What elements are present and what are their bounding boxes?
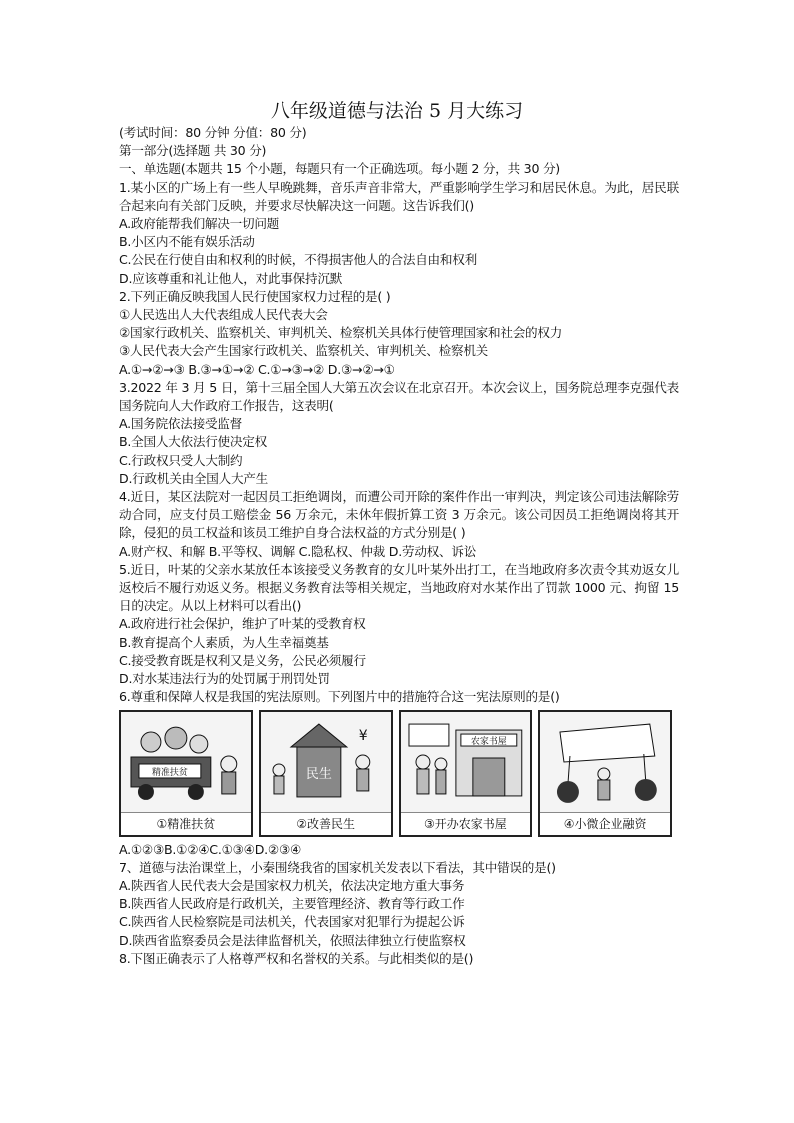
question-4-options: A.财产权、和解 B.平等权、调解 C.隐私权、仲裁 D.劳动权、诉讼 (119, 543, 477, 559)
question-3-stem: 3.2022 年 3 月 5 日，第十三届全国人大第五次会议在北京召开。本次会议上，国务院总理李克强代表国务院向人大作政府工作报告，这表明( (119, 379, 679, 414)
question-6-stem: 6.尊重和保障人权是我国的宪法原则。下列图片中的措施符合这一宪法原则的是() (119, 689, 560, 705)
question-8-stem: 8.下图正确表示了人格尊严权和名誉权的关系。与此相类似的是() (119, 950, 474, 966)
cartoon-panel-4 (538, 710, 672, 837)
cartoon-caption-2: ②改善民生 (261, 812, 391, 835)
cartoon-caption-4: ④小微企业融资 (540, 812, 670, 835)
question-6-options: A.①②③B.①②④C.①③④D.②③④ (119, 841, 302, 857)
part-heading: 第一部分(选择题 共 30 分) (119, 143, 267, 159)
library-sign-text: 农家书屋 (470, 736, 507, 747)
cartoon-panel-1 (119, 710, 253, 837)
question-3-option-a: A.国务院依法接受监督 (119, 416, 242, 432)
exam-title: 八年级道德与法治 5 月大练习 (270, 100, 524, 122)
exam-body (119, 124, 679, 968)
house-sign-text: 民生 (305, 766, 332, 782)
question-2-item-2: ②国家行政机关、监察机关、审判机关、检察机关具体行使管理国家和社会的权力 (119, 325, 563, 341)
question-7-stem: 7、道德与法治课堂上，小秦围绕我省的国家机关发表以下看法，其中错误的是() (119, 859, 556, 875)
question-1-option-c: C.公民在行使自由和权利的时候，不得损害他人的合法自由和权利 (119, 252, 477, 268)
cartoon-panel-2 (259, 710, 393, 837)
truck-sign-text: 精准扶贫 (151, 767, 188, 778)
question-3-option-b: B.全国人大依法行使决定权 (119, 434, 267, 450)
question-3-option-d: D.行政机关由全国人大产生 (119, 470, 268, 486)
cartoon-caption-1: ①精准扶贫 (121, 812, 251, 835)
question-2-item-1: ①人民选出人大代表组成人民代表大会 (119, 307, 328, 323)
question-1-option-d: D.应该尊重和礼让他人，对此事保持沉默 (119, 270, 343, 286)
cartoon-caption-3: ③开办农家书屋 (401, 812, 531, 835)
poverty-truck-illustration (121, 712, 251, 812)
question-5-stem: 5.近日，叶某的父亲水某放任本该接受义务教育的女儿叶某外出打工，在当地政府多次责令其劝返女儿返校后不履行劝返义务。根据义务教育法等相关规定，当地政府对水某作出了罚款 1000 元、拘留 15 日的决定。从以上材料可以看出() (119, 561, 679, 614)
question-7-option-b: B.陕西省人民政府是行政机关，主要管理经济、教育等行政工作 (119, 896, 465, 912)
cartoon-panel-3 (399, 710, 533, 837)
small-business-finance-illustration (540, 712, 670, 812)
question-1-option-a: A.政府能帮我们解决一切问题 (119, 216, 280, 232)
section-heading: 一、单选题(本题共 15 个小题，每题只有一个正确选项。每小题 2 分，共 30 分) (119, 161, 560, 177)
question-7-option-a: A.陕西省人民代表大会是国家权力机关，依法决定地方重大事务 (119, 877, 465, 893)
question-5-option-b: B.教育提高个人素质，为人生幸福奠基 (119, 634, 329, 650)
yuan-symbol-icon: ¥ (358, 727, 368, 744)
question-6-cartoon-strip (119, 710, 672, 837)
question-5-option-a: A.政府进行社会保护，维护了叶某的受教育权 (119, 616, 366, 632)
question-7-option-d: D.陕西省监察委员会是法律监督机关，依照法律独立行使监察权 (119, 932, 466, 948)
farm-library-illustration (401, 712, 531, 812)
question-1-stem: 1.某小区的广场上有一些人早晚跳舞，音乐声音非常大，严重影响学生学习和居民休息。为此，居民联合起来向有关部门反映，并要求尽快解决这一问题。这告诉我们() (119, 179, 679, 213)
question-7-option-c: C.陕西省人民检察院是司法机关，代表国家对犯罪行为提起公诉 (119, 914, 465, 930)
question-3-option-c: C.行政权只受人大制约 (119, 452, 243, 468)
question-4-stem: 4.近日，某区法院对一起因员工拒绝调岗，而遭公司开除的案件作出一审判决，判定该公司违法解除劳动合同，应支付员工赔偿金 56 万余元，未休年假折算工资 3 万余元。该公司因员工拒绝调岗将其开除，侵犯的员工权益和该员工维护自身合法权益的方式分别是( ) (119, 489, 679, 541)
livelihood-house-illustration (261, 712, 391, 812)
exam-info: (考试时间：80 分钟 分值：80 分) (119, 125, 307, 140)
question-2-options: A.①→②→③ B.③→①→② C.①→③→② D.③→②→① (119, 361, 395, 377)
question-5-option-c: C.接受教育既是权利又是义务，公民必须履行 (119, 652, 366, 668)
question-1-option-b: B.小区内不能有娱乐活动 (119, 234, 255, 250)
question-2-stem: 2.下列正确反映我国人民行使国家权力过程的是( ) (119, 288, 391, 304)
question-2-item-3: ③人民代表大会产生国家行政机关、监察机关、审判机关、检察机关 (119, 343, 489, 359)
question-5-option-d: D.对水某违法行为的处罚属于刑罚处罚 (119, 671, 330, 687)
